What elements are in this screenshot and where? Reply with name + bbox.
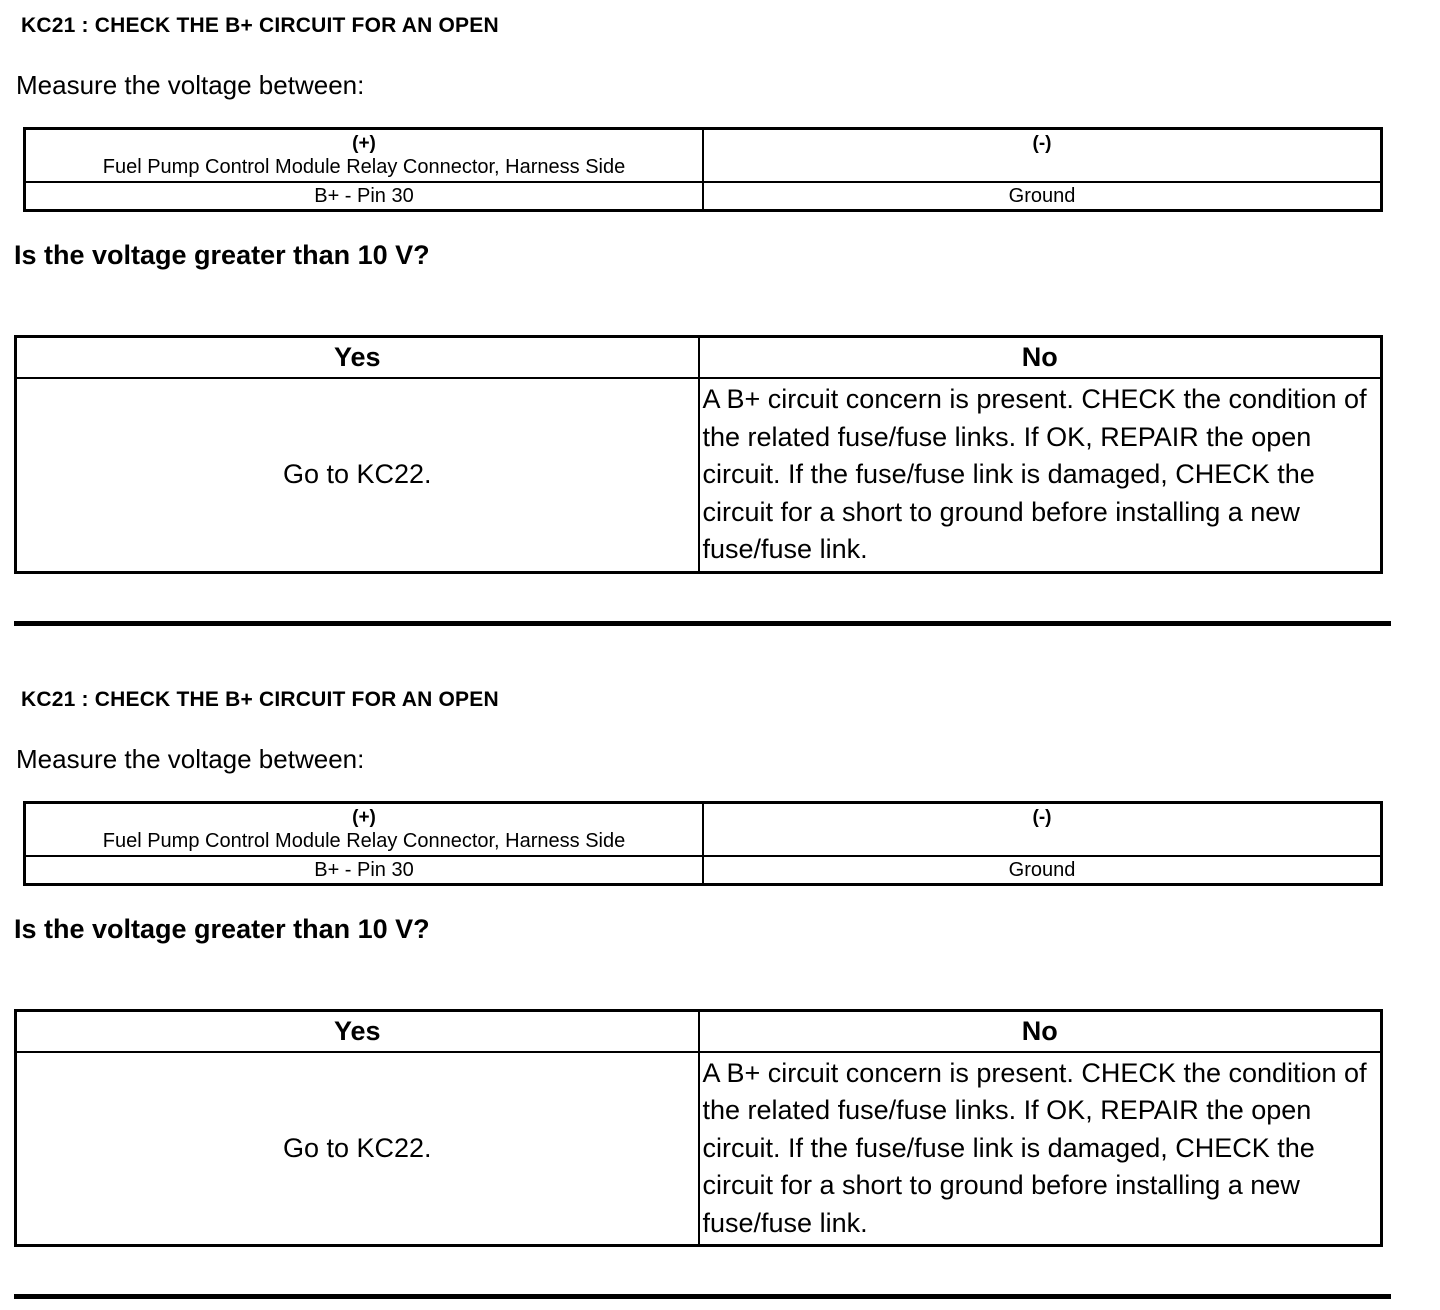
negative-terminal-header-cell — [703, 802, 1382, 856]
plus-pin-cell: B+ - Pin 30 — [25, 182, 704, 211]
decision-table — [14, 1009, 1383, 1248]
ground-cell: Ground — [703, 182, 1382, 211]
diagnostic-step-section — [0, 0, 1440, 626]
no-header: No — [699, 1010, 1382, 1052]
table-row — [25, 129, 1382, 183]
step-heading: KC21 : CHECK THE B+ CIRCUIT FOR AN OPEN — [21, 14, 499, 37]
plus-pin-cell: B+ - Pin 30 — [25, 856, 704, 885]
no-action-cell: A B+ circuit concern is present. CHECK the condition of the related fuse/fuse links. If OK, REPAIR the open circuit. If the fuse/fuse link is damaged, CHECK the circuit for a short to ground before installing a new fuse/fuse link. — [699, 378, 1382, 572]
measurement-table — [23, 127, 1383, 212]
table-row — [16, 378, 1382, 572]
step-heading: KC21 : CHECK THE B+ CIRCUIT FOR AN OPEN — [21, 687, 499, 711]
decision-table — [14, 335, 1383, 574]
table-row — [25, 856, 1382, 885]
ground-cell: Ground — [703, 856, 1382, 885]
measurement-table — [23, 801, 1383, 886]
instruction-text: Measure the voltage between: — [16, 70, 365, 100]
minus-sign: (-) — [1032, 806, 1052, 828]
yes-header: Yes — [16, 337, 699, 379]
yes-action-cell: Go to KC22. — [16, 1052, 699, 1246]
plus-sign: (+) — [352, 133, 376, 154]
positive-terminal-header-cell — [25, 802, 704, 856]
question-text: Is the voltage greater than 10 V? — [14, 240, 430, 270]
section-divider — [14, 1294, 1391, 1299]
table-row — [16, 337, 1382, 379]
table-row — [25, 802, 1382, 856]
question-text: Is the voltage greater than 10 V? — [14, 913, 430, 944]
negative-terminal-header-cell — [703, 129, 1382, 183]
plus-connector-label: Fuel Pump Control Module Relay Connector, Harness Side — [102, 829, 626, 852]
yes-header: Yes — [16, 1010, 699, 1052]
no-header: No — [699, 337, 1382, 379]
minus-sign: (-) — [1032, 133, 1052, 154]
no-action-cell: A B+ circuit concern is present. CHECK the condition of the related fuse/fuse links. If OK, REPAIR the open circuit. If the fuse/fuse link is damaged, CHECK the circuit for a short to ground before installing a new fuse/fuse link. — [699, 1052, 1382, 1246]
table-row — [25, 182, 1382, 211]
positive-terminal-header-cell — [25, 129, 704, 183]
table-row — [16, 1010, 1382, 1052]
instruction-text: Measure the voltage between: — [16, 743, 365, 774]
diagnostic-step-section — [0, 626, 1440, 1300]
plus-sign: (+) — [352, 806, 376, 828]
table-row — [16, 1052, 1382, 1246]
yes-action-cell: Go to KC22. — [16, 378, 699, 572]
plus-connector-label: Fuel Pump Control Module Relay Connector, Harness Side — [102, 156, 626, 178]
